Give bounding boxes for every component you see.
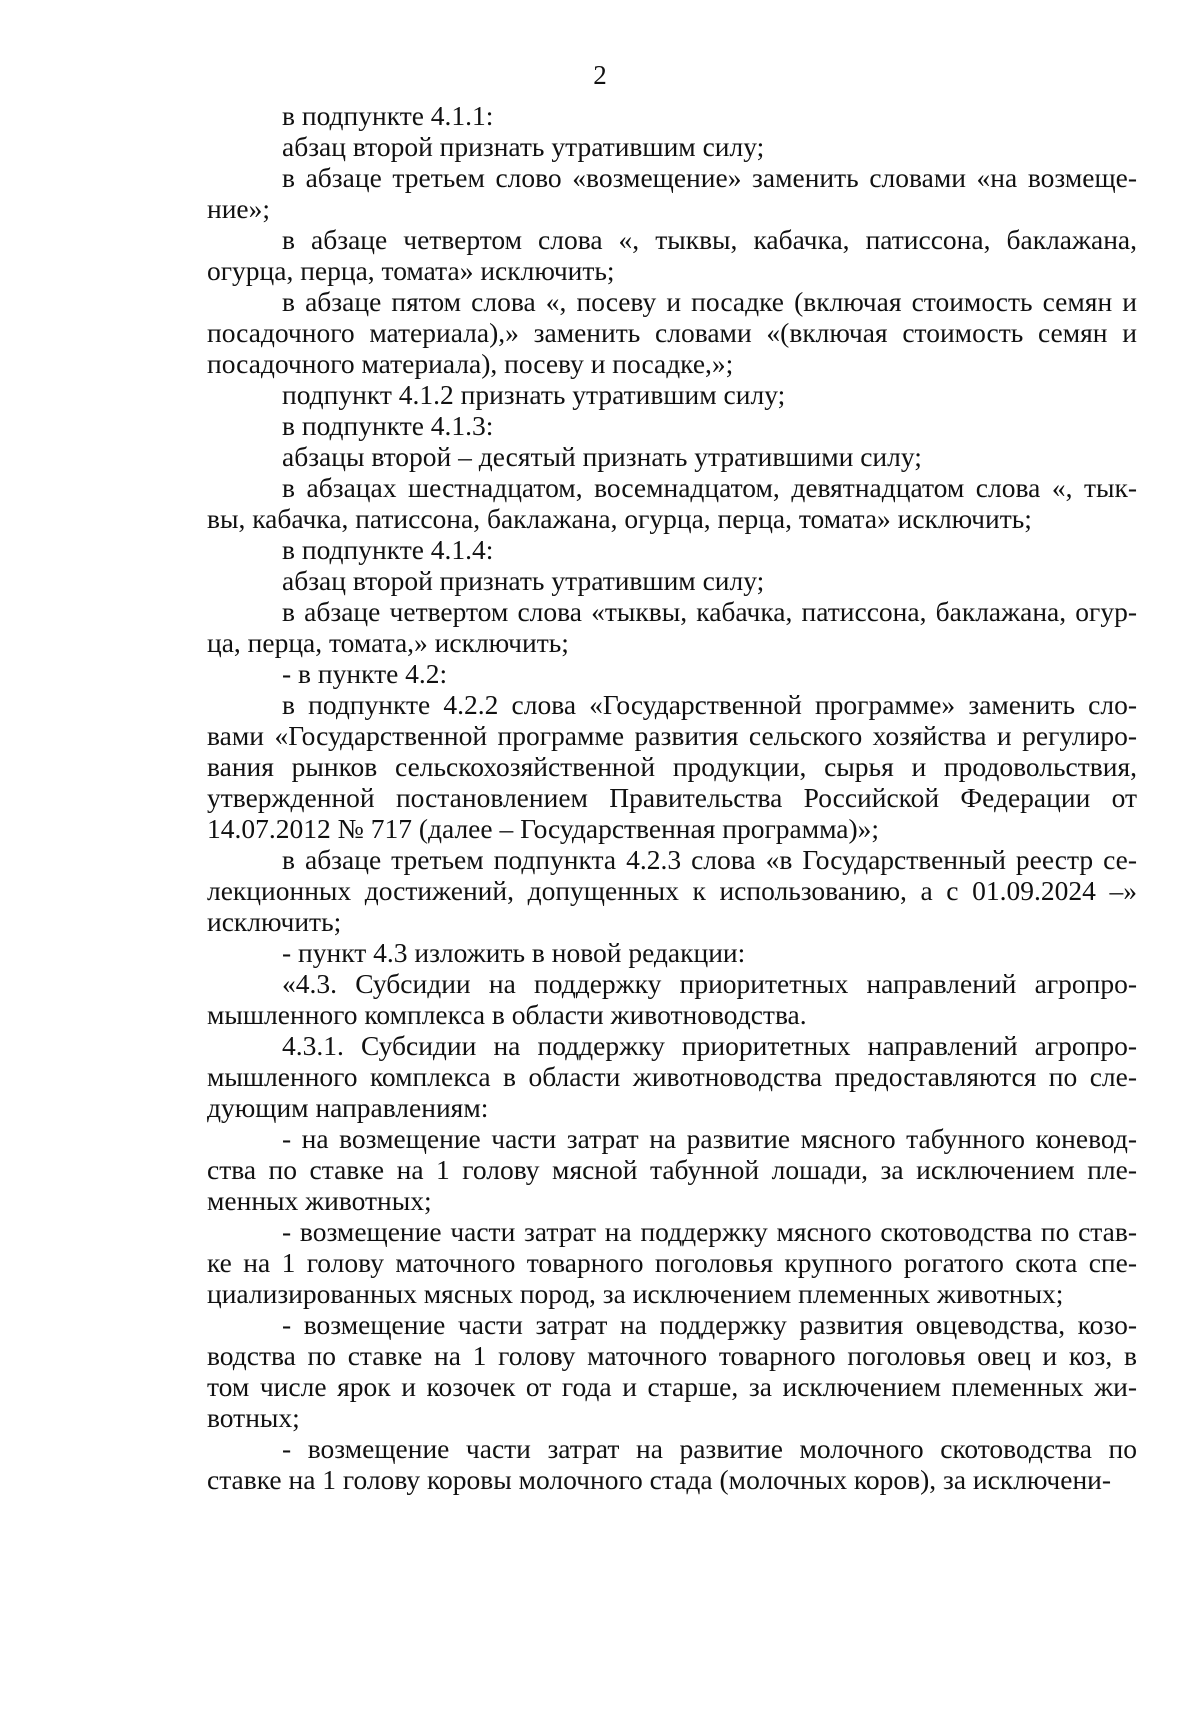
paragraph bbox=[207, 1216, 1137, 1309]
paragraph bbox=[207, 441, 1137, 472]
text-line: абзацы второй – десятый признать утратившими силу; bbox=[282, 441, 922, 472]
text-line: мышленного комплекса в области животноводства. bbox=[207, 999, 807, 1030]
text-line: абзац второй признать утратившим силу; bbox=[282, 131, 765, 162]
paragraph bbox=[207, 658, 1137, 689]
text-line: том числе ярок и козочек от года и старше, за исключением племенных жи- bbox=[207, 1371, 1137, 1402]
text-line: вания рынков сельскохозяйственной продукции, сырья и продовольствия, bbox=[207, 751, 1137, 782]
text-line: - возмещение части затрат на поддержку развития овцеводства, козо- bbox=[282, 1309, 1137, 1340]
text-line: менных животных; bbox=[207, 1185, 432, 1216]
text-line: ства по ставке на 1 голову мясной табунной лошади, за исключением пле- bbox=[207, 1154, 1137, 1185]
text-line: утвержденной постановлением Правительства Российской Федерации от bbox=[207, 782, 1137, 813]
text-line: вотных; bbox=[207, 1402, 300, 1433]
paragraph bbox=[207, 937, 1137, 968]
text-line: в подпункте 4.1.4: bbox=[282, 534, 494, 565]
paragraph bbox=[207, 100, 1137, 131]
paragraph bbox=[207, 1309, 1137, 1433]
paragraph bbox=[207, 379, 1137, 410]
text-line: огурца, перца, томата» исключить; bbox=[207, 255, 615, 286]
text-line: подпункт 4.1.2 признать утратившим силу; bbox=[282, 379, 786, 410]
text-line: ке на 1 голову маточного товарного поголовья крупного рогатого скота спе- bbox=[207, 1247, 1137, 1278]
text-line: ставке на 1 голову коровы молочного стада (молочных коров), за исключени- bbox=[207, 1464, 1112, 1495]
text-line: в подпункте 4.2.2 слова «Государственной программе» заменить сло- bbox=[282, 689, 1137, 720]
paragraph bbox=[207, 1123, 1137, 1216]
paragraph bbox=[207, 689, 1137, 844]
text-line: ние»; bbox=[207, 193, 271, 224]
paragraph bbox=[207, 224, 1137, 286]
text-line: вами «Государственной программе развития сельского хозяйства и регулиро- bbox=[207, 720, 1137, 751]
text-line: циализированных мясных пород, за исключением племенных животных; bbox=[207, 1278, 1064, 1309]
paragraph bbox=[207, 534, 1137, 565]
paragraph bbox=[207, 131, 1137, 162]
text-line: 14.07.2012 № 717 (далее – Государственная программа)»; bbox=[207, 813, 880, 844]
text-line: - пункт 4.3 изложить в новой редакции: bbox=[282, 937, 746, 968]
text-line: в абзаце третьем подпункта 4.2.3 слова «в Государственный реестр се- bbox=[282, 844, 1137, 875]
text-line: - на возмещение части затрат на развитие мясного табунного коневод- bbox=[282, 1123, 1137, 1154]
text-line: 4.3.1. Субсидии на поддержку приоритетных направлений агропро- bbox=[282, 1030, 1137, 1061]
text-line: ца, перца, томата,» исключить; bbox=[207, 627, 569, 658]
paragraph bbox=[207, 968, 1137, 1030]
text-line: - возмещение части затрат на развитие молочного скотоводства по bbox=[282, 1433, 1137, 1464]
text-line: в подпункте 4.1.3: bbox=[282, 410, 494, 441]
text-line: в абзацах шестнадцатом, восемнадцатом, девятнадцатом слова «, тык- bbox=[282, 472, 1137, 503]
paragraph bbox=[207, 162, 1137, 224]
text-line: лекционных достижений, допущенных к использованию, а с 01.09.2024 –» bbox=[207, 875, 1137, 906]
text-line: исключить; bbox=[207, 906, 342, 937]
text-line: посадочного материала),» заменить словами «(включая стоимость семян и bbox=[207, 317, 1137, 348]
text-line: в подпункте 4.1.1: bbox=[282, 100, 494, 131]
text-line: - возмещение части затрат на поддержку мясного скотоводства по став- bbox=[282, 1216, 1137, 1247]
text-line: в абзаце четвертом слова «тыквы, кабачка, патиссона, баклажана, огур- bbox=[282, 596, 1137, 627]
text-line: мышленного комплекса в области животноводства предоставляются по сле- bbox=[207, 1061, 1137, 1092]
text-line: абзац второй признать утратившим силу; bbox=[282, 565, 765, 596]
text-line: посадочного материала), посеву и посадке,»; bbox=[207, 348, 734, 379]
paragraph bbox=[207, 472, 1137, 534]
text-line: дующим направлениям: bbox=[207, 1092, 489, 1123]
page-number: 2 bbox=[593, 60, 607, 90]
paragraph bbox=[207, 1433, 1137, 1495]
paragraph bbox=[207, 286, 1137, 379]
text-line: в абзаце четвертом слова «, тыквы, кабачка, патиссона, баклажана, bbox=[282, 224, 1137, 255]
text-line: «4.3. Субсидии на поддержку приоритетных направлений агропро- bbox=[282, 968, 1137, 999]
paragraph bbox=[207, 596, 1137, 658]
text-line: в абзаце пятом слова «, посеву и посадке (включая стоимость семян и bbox=[282, 286, 1137, 317]
paragraph bbox=[207, 565, 1137, 596]
text-line: вы, кабачка, патиссона, баклажана, огурца, перца, томата» исключить; bbox=[207, 503, 1032, 534]
document-body bbox=[207, 100, 1137, 1495]
text-line: - в пункте 4.2: bbox=[282, 658, 448, 689]
text-line: водства по ставке на 1 голову маточного товарного поголовья овец и коз, в bbox=[207, 1340, 1137, 1371]
paragraph bbox=[207, 410, 1137, 441]
paragraph bbox=[207, 1030, 1137, 1123]
paragraph bbox=[207, 844, 1137, 937]
text-line: в абзаце третьем слово «возмещение» заменить словами «на возмеще- bbox=[282, 162, 1137, 193]
